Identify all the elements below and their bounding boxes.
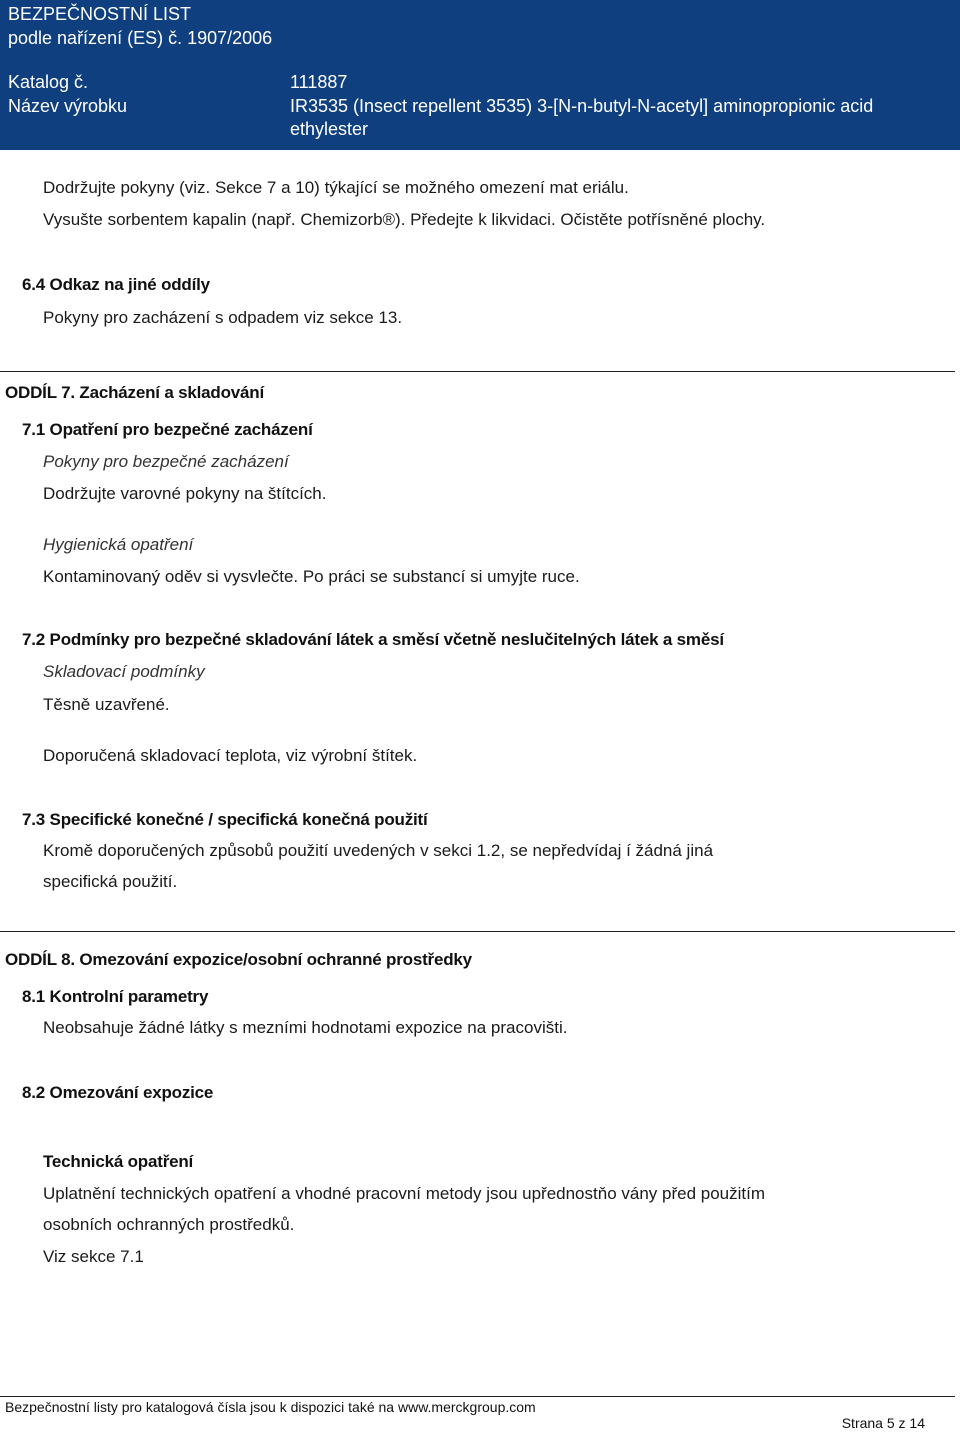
section-7-title: ODDÍL 7. Zacházení a skladování [5, 383, 264, 402]
subheading-storage: Skladovací podmínky [43, 662, 205, 681]
paragraph-storage-temperature: Doporučená skladovací teplota, viz výrobní štítek. [43, 746, 418, 765]
heading-6-4: 6.4 Odkaz na jiné oddíly [22, 275, 210, 294]
product-value-line2: ethylester [290, 119, 369, 139]
document-header [0, 0, 960, 150]
catalog-value: 111887 [290, 72, 348, 92]
paragraph-7-3-line2: specifická použití. [43, 872, 178, 891]
product-label: Název výrobku [8, 96, 128, 116]
product-value-line1: IR3535 (Insect repellent 3535) 3-[N-n-butyl-N-acetyl] aminopropionic acid [290, 96, 874, 116]
section-8-title: ODDÍL 8. Omezování expozice/osobní ochranné prostředky [5, 950, 472, 969]
paragraph-handling-reference: Dodržujte pokyny (viz. Sekce 7 a 10) týkající se možného omezení mat eriálu. [43, 178, 629, 197]
heading-7-3: 7.3 Specifické konečné / specifická konečná použití [22, 810, 428, 829]
paragraph-8-1: Neobsahuje žádné látky s mezními hodnotami expozice na pracovišti. [43, 1018, 568, 1037]
footer-divider [0, 1396, 955, 1397]
heading-8-2: 8.2 Omezování expozice [22, 1083, 214, 1102]
paragraph-7-3-line1: Kromě doporučených způsobů použití uvedených v sekci 1.2, se nepředvídaj í žádná jiná [43, 841, 714, 860]
document-title: BEZPEČNOSTNÍ LIST [8, 4, 192, 24]
paragraph-technical-line3: Viz sekce 7.1 [43, 1247, 144, 1266]
paragraph-technical-line1: Uplatnění technických opatření a vhodné pracovní metody jsou upřednostňo vány před použitím [43, 1184, 765, 1203]
paragraph-absorb-spill: Vysušte sorbentem kapalin (např. Chemizorb®). Předejte k likvidaci. Očistěte potřísněné plochy. [43, 210, 766, 229]
paragraph-storage-closed: Těsně uzavřené. [43, 695, 170, 714]
regulation-subtitle: podle nařízení (ES) č. 1907/2006 [8, 28, 273, 48]
subheading-technical-measures: Technická opatření [43, 1152, 194, 1171]
paragraph-6-4: Pokyny pro zacházení s odpadem viz sekce 13. [43, 308, 403, 327]
catalog-label: Katalog č. [8, 72, 89, 92]
section-divider-8 [0, 931, 955, 932]
paragraph-technical-line2: osobních ochranných prostředků. [43, 1215, 295, 1234]
heading-8-1: 8.1 Kontrolní parametry [22, 987, 209, 1006]
section-divider-7 [0, 371, 955, 372]
subheading-hygiene: Hygienická opatření [43, 535, 194, 554]
paragraph-hygiene: Kontaminovaný oděv si vysvlečte. Po práci se substancí si umyjte ruce. [43, 567, 580, 586]
heading-7-2: 7.2 Podmínky pro bezpečné skladování látek a směsí včetně neslučitelných látek a směsí [22, 630, 724, 649]
page-number: Strana 5 z 14 [841, 1415, 925, 1431]
subheading-safe-handling: Pokyny pro bezpečné zacházení [43, 452, 289, 471]
paragraph-safe-handling: Dodržujte varovné pokyny na štítcích. [43, 484, 327, 503]
heading-7-1: 7.1 Opatření pro bezpečné zacházení [22, 420, 313, 439]
footer-note: Bezpečnostní listy pro katalogová čísla jsou k dispozici také na www.merckgroup.com [5, 1399, 536, 1415]
